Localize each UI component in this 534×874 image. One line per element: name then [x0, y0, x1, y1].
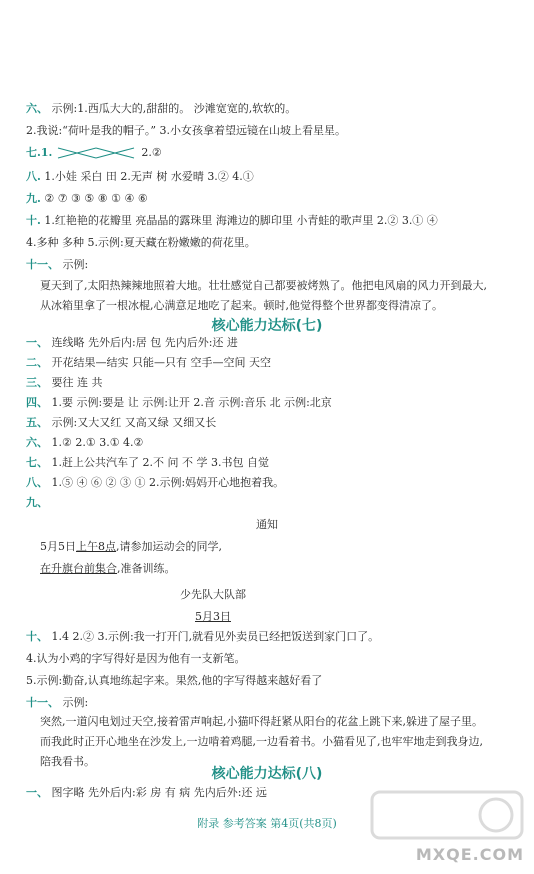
answer-text: 1.红艳艳的花瓣里 亮晶晶的露珠里 海滩边的脚印里 小青蛙的歌声里 2.② 3.① ④: [44, 214, 438, 227]
item-label: 九、: [26, 496, 48, 509]
item-label: 十一、: [26, 696, 59, 709]
answer-line: [26, 356, 271, 370]
item-label: 三、: [26, 376, 48, 389]
answer-line: [26, 496, 48, 510]
notice-line-2: [40, 562, 176, 576]
answer-line: [26, 236, 256, 250]
answer-text: 1.4 2.② 3.示例:我一打开门,就看见外卖员已经把饭送到家门口了。: [51, 630, 380, 643]
answer-text: 1.小娃 采白 田 2.无声 树 水爱晴 3.② 4.①: [44, 170, 254, 183]
answer-text: 2.②: [141, 146, 162, 159]
answer-line: [26, 476, 284, 490]
section-title: 核心能力达标(七): [211, 318, 323, 334]
notice-text: 5月5日: [40, 540, 76, 553]
item-label: 二、: [26, 356, 48, 369]
answer-line: [26, 696, 88, 710]
answer-line: [26, 376, 103, 390]
answer-line: [26, 214, 438, 228]
answer-line: [26, 786, 267, 800]
answer-text: 图字略 先外后内:彩 房 有 病 先内后外:还 远: [51, 786, 267, 799]
watermark-text: MXQE.COM: [415, 845, 524, 864]
answer-line: [26, 436, 143, 450]
answer-text: 示例:1.西瓜大大的,甜甜的。 沙滩宽宽的,软软的。: [51, 102, 297, 115]
answer-text: 1.要 示例:要是 让 示例:让开 2.音 示例:音乐 北 示例:北京: [51, 396, 332, 409]
answer-line: [26, 170, 254, 184]
item-label: 七.1.: [26, 146, 53, 159]
answer-text: 连线略 先外后内:居 包 先内后外:还 进: [51, 336, 238, 349]
answer-line: [26, 396, 332, 410]
answer-line: [26, 674, 322, 688]
notice-line-1: [40, 540, 222, 554]
item-label: 一、: [26, 786, 48, 799]
section-title: 核心能力达标(八): [211, 766, 323, 782]
notice-date: [195, 610, 231, 624]
answer-text: 5.示例:勤奋,认真地练起字来。果然,他的字写得越来越好看了: [26, 674, 323, 687]
answer-text: 要往 连 共: [51, 376, 103, 389]
page-footer: 附录 参考答案 第4页(共8页): [197, 817, 337, 830]
item-label: 九.: [26, 192, 41, 205]
notice-date-text: 5月3日: [195, 610, 231, 623]
answer-text: 示例:又大又红 又高又绿 又细又长: [51, 416, 217, 429]
answer-line: [26, 258, 88, 272]
item-label: 十、: [26, 630, 48, 643]
item-label: 六、: [26, 436, 48, 449]
item-label: 八.: [26, 170, 41, 183]
notice-title: 通知: [256, 518, 278, 531]
matching-lines-icon: [56, 146, 138, 160]
answer-line: [26, 630, 379, 644]
essay-paragraph: [40, 276, 490, 316]
item-label: 八、: [26, 476, 48, 489]
item-label: 一、: [26, 336, 48, 349]
answer-text: 4.认为小鸡的字写得好是因为他有一支新笔。: [26, 652, 246, 665]
answer-line: [26, 456, 269, 470]
answer-line: [26, 652, 246, 666]
answer-line: [26, 102, 296, 116]
notice-text: ,准备训练。: [117, 562, 176, 575]
answer-line: [26, 416, 216, 430]
answer-line: [26, 146, 162, 160]
notice-text-underlined: 在升旗台前集合: [40, 562, 117, 575]
answer-line: [26, 124, 346, 138]
essay-text: 夏天到了,太阳热辣辣地照着大地。壮壮感觉自己都要被烤熟了。他把电风扇的风力开到最大,从冰箱里拿了一根冰棍,心满意足地吃了起来。顿时,他觉得整个世界都变得清凉了。: [40, 279, 487, 312]
answer-line: [26, 336, 238, 350]
item-label: 五、: [26, 416, 48, 429]
answer-text: 开花结果—结实 只能—只有 空手—空间 天空: [51, 356, 271, 369]
essay-text: 突然,一道闪电划过天空,接着雷声响起,小猫吓得赶紧从阳台的花盆上跳下来,躲进了屋子里。而我此时正开心地坐在沙发上,一边啃着鸡腿,一边看着书。小猫看见了,也牢牢地走到我身边,陪我看书。: [40, 715, 483, 768]
answer-text: 示例:: [62, 696, 89, 709]
notice-signature: 少先队大队部: [180, 588, 246, 601]
answer-text: 4.多种 多种 5.示例:夏天藏在粉嫩嫩的荷花里。: [26, 236, 256, 249]
item-label: 六、: [26, 102, 48, 115]
item-label: 七、: [26, 456, 48, 469]
answer-text: 1.赶上公共汽车了 2.不 问 不 学 3.书包 自觉: [51, 456, 269, 469]
answer-line: [26, 192, 148, 206]
answer-text: ② ⑦ ③ ⑤ ⑧ ① ④ ⑥: [44, 192, 148, 205]
answer-text: 1.② 2.① 3.① 4.②: [51, 436, 144, 449]
answer-text: 1.⑤ ④ ⑥ ② ③ ① 2.示例:妈妈开心地抱着我。: [51, 476, 285, 489]
notice-text: ,请参加运动会的同学,: [116, 540, 222, 553]
answer-text: 示例:: [62, 258, 89, 271]
item-label: 十一、: [26, 258, 59, 271]
notice-text-underlined: 上午8点: [76, 540, 116, 553]
answer-text: 2.我说:“荷叶是我的帽子。” 3.小女孩拿着望远镜在山坡上看星星。: [26, 124, 346, 137]
item-label: 十.: [26, 214, 41, 227]
item-label: 四、: [26, 396, 48, 409]
